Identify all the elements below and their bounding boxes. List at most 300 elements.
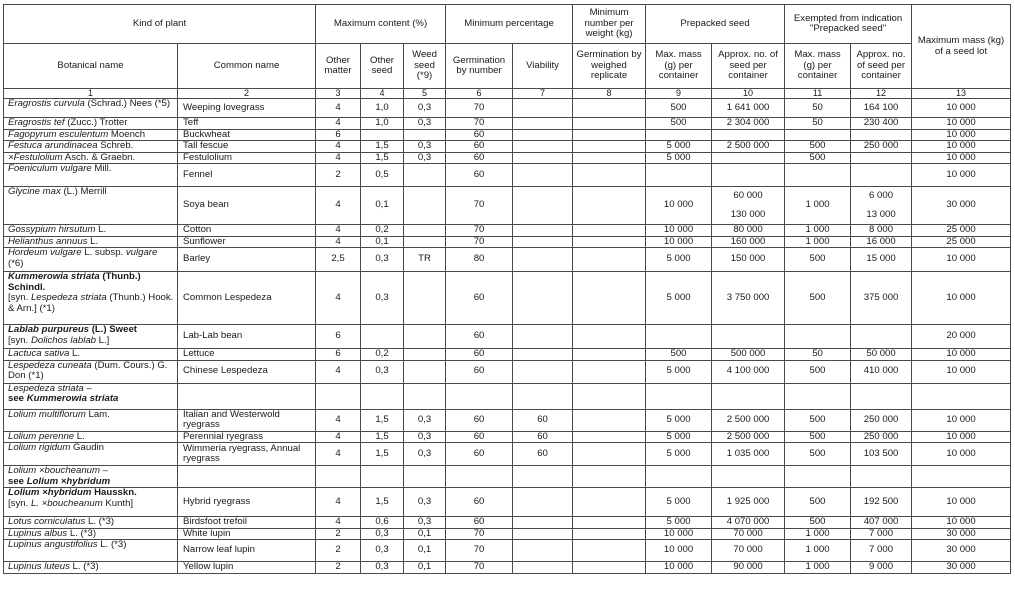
- prepacked-max-mass: 5 000: [646, 360, 712, 383]
- exempted-max-mass: 1 000: [785, 528, 851, 540]
- max-seed-lot: 20 000: [912, 325, 1011, 349]
- prepacked-max-mass: 5 000: [646, 409, 712, 431]
- botanical-name: Foeniculum vulgare Mill.: [4, 164, 178, 187]
- weed-seed: [404, 272, 446, 325]
- weed-seed: [404, 360, 446, 383]
- viability: [513, 528, 573, 540]
- other-matter: 4: [316, 236, 361, 248]
- common-name: Fennel: [178, 164, 316, 187]
- botanical-name: Helianthus annuus L.: [4, 236, 178, 248]
- other-matter: 4: [316, 141, 361, 153]
- other-matter: 4: [316, 118, 361, 130]
- exempted-max-mass: 500: [785, 409, 851, 431]
- prepacked-approx-seeds: 2 500 000: [712, 409, 785, 431]
- table-row: [4, 431, 1011, 443]
- viability: [513, 540, 573, 562]
- max-seed-lot: 10 000: [912, 164, 1011, 187]
- col-number: 10: [712, 89, 785, 99]
- botanical-name: Lolium rigidum Gaudin: [4, 443, 178, 466]
- weed-seed: 0,1: [404, 528, 446, 540]
- table-row: [4, 118, 1011, 130]
- prepacked-approx-seeds: [712, 129, 785, 141]
- botanical-name: Lablab purpureus (L.) Sweet [syn. Dolichos lablab L.]: [4, 325, 178, 349]
- other-matter: 4: [316, 488, 361, 517]
- germination-number: 70: [446, 540, 513, 562]
- prepacked-approx-seeds: [712, 152, 785, 164]
- viability: [513, 360, 573, 383]
- viability: [513, 349, 573, 361]
- prepacked-max-mass: 5 000: [646, 248, 712, 272]
- other-seed: 0,2: [361, 349, 404, 361]
- viability: [513, 164, 573, 187]
- max-seed-lot: 10 000: [912, 360, 1011, 383]
- subheader-germ-weighed: Germination by weighed replicate: [573, 44, 646, 89]
- exempted-approx-seeds: [851, 466, 912, 488]
- other-matter: 4: [316, 409, 361, 431]
- botanical-name: Eragrostis curvula (Schrad.) Nees (*5): [4, 99, 178, 118]
- prepacked-approx-seeds: 1 641 000: [712, 99, 785, 118]
- other-seed: 0,5: [361, 164, 404, 187]
- col-number: 1: [4, 89, 178, 99]
- germination-number: 60: [446, 164, 513, 187]
- viability: 60: [513, 431, 573, 443]
- germination-weighed: [573, 225, 646, 237]
- germination-weighed: [573, 118, 646, 130]
- prepacked-max-mass: 5 000: [646, 431, 712, 443]
- weed-seed: 0,3: [404, 99, 446, 118]
- other-matter: 6: [316, 129, 361, 141]
- seed-requirements-table: [3, 4, 1011, 574]
- max-seed-lot: 10 000: [912, 431, 1011, 443]
- other-seed: 0,3: [361, 528, 404, 540]
- max-seed-lot: [912, 383, 1011, 409]
- max-seed-lot: 10 000: [912, 141, 1011, 153]
- weed-seed: [404, 164, 446, 187]
- col-number: 7: [513, 89, 573, 99]
- other-seed: 0,3: [361, 540, 404, 562]
- max-seed-lot: [912, 466, 1011, 488]
- prepacked-max-mass: 500: [646, 99, 712, 118]
- botanical-name: Lupinus luteus L. (*3): [4, 562, 178, 574]
- table-row: [4, 562, 1011, 574]
- germination-weighed: [573, 325, 646, 349]
- botanical-name: Kummerowia striata (Thunb.) Schindl. [syn. Lespedeza striata (Thunb.) Hook. & Arn.] (*1): [4, 272, 178, 325]
- common-name: Buckwheat: [178, 129, 316, 141]
- botanical-name: Lactuca sativa L.: [4, 349, 178, 361]
- max-seed-lot: 10 000: [912, 248, 1011, 272]
- prepacked-max-mass: [646, 466, 712, 488]
- prepacked-max-mass: 10 000: [646, 528, 712, 540]
- other-matter: 4: [316, 431, 361, 443]
- viability: [513, 383, 573, 409]
- other-seed: 0,2: [361, 225, 404, 237]
- exempted-approx-seeds: 8 000: [851, 225, 912, 237]
- viability: [513, 517, 573, 529]
- germination-weighed: [573, 562, 646, 574]
- exempted-max-mass: 1 000: [785, 562, 851, 574]
- prepacked-approx-seeds: 70 000: [712, 528, 785, 540]
- common-name: Birdsfoot trefoil: [178, 517, 316, 529]
- subheader-common: Common name: [178, 44, 316, 89]
- col-number: 5: [404, 89, 446, 99]
- common-name: Chinese Lespedeza: [178, 360, 316, 383]
- viability: [513, 225, 573, 237]
- table-row: [4, 383, 1011, 409]
- common-name: Festulolium: [178, 152, 316, 164]
- botanical-name: Lolium ×hybridum Hausskn. [syn. L. ×boucheanum Kunth]: [4, 488, 178, 517]
- max-seed-lot: 10 000: [912, 152, 1011, 164]
- botanical-name: Lupinus angustifolius L. (*3): [4, 540, 178, 562]
- germination-weighed: [573, 466, 646, 488]
- table-row: [4, 540, 1011, 562]
- max-seed-lot: 30 000: [912, 540, 1011, 562]
- table-row: [4, 443, 1011, 466]
- max-seed-lot: 10 000: [912, 99, 1011, 118]
- prepacked-max-mass: [646, 164, 712, 187]
- other-matter: 4: [316, 272, 361, 325]
- prepacked-approx-seeds: 80 000: [712, 225, 785, 237]
- table-row: [4, 225, 1011, 237]
- header-row-1: [4, 5, 1011, 44]
- subheader-ex-approx: Approx. no. of seed per container: [851, 44, 912, 89]
- exempted-max-mass: [785, 325, 851, 349]
- max-seed-lot: 10 000: [912, 517, 1011, 529]
- weed-seed: 0,3: [404, 118, 446, 130]
- table-row: [4, 164, 1011, 187]
- other-seed: [361, 466, 404, 488]
- other-matter: [316, 383, 361, 409]
- other-seed: [361, 325, 404, 349]
- table-row: [4, 466, 1011, 488]
- other-matter: 2,5: [316, 248, 361, 272]
- weed-seed: 0,3: [404, 488, 446, 517]
- viability: [513, 236, 573, 248]
- col-number: 12: [851, 89, 912, 99]
- germination-weighed: [573, 443, 646, 466]
- germination-number: [446, 466, 513, 488]
- other-matter: 2: [316, 540, 361, 562]
- botanical-name: ×Festulolium Asch. & Graebn.: [4, 152, 178, 164]
- exempted-approx-seeds: 250 000: [851, 409, 912, 431]
- other-matter: 6: [316, 325, 361, 349]
- germination-number: 60: [446, 488, 513, 517]
- prepacked-approx-seeds: 2 500 000: [712, 141, 785, 153]
- other-seed: 0,3: [361, 272, 404, 325]
- prepacked-approx-seeds: 4 100 000: [712, 360, 785, 383]
- germination-number: 80: [446, 248, 513, 272]
- prepacked-max-mass: 10 000: [646, 540, 712, 562]
- exempted-max-mass: 500: [785, 488, 851, 517]
- germination-number: 60: [446, 443, 513, 466]
- other-seed: 1,5: [361, 443, 404, 466]
- exempted-approx-seeds: 164 100: [851, 99, 912, 118]
- weed-seed: [404, 129, 446, 141]
- prepacked-max-mass: [646, 129, 712, 141]
- botanical-name: Hordeum vulgare L. subsp. vulgare (*6): [4, 248, 178, 272]
- prepacked-approx-seeds: 3 750 000: [712, 272, 785, 325]
- subheader-botanical: Botanical name: [4, 44, 178, 89]
- germination-number: 60: [446, 272, 513, 325]
- viability: [513, 187, 573, 225]
- other-seed: 0,6: [361, 517, 404, 529]
- prepacked-max-mass: 5 000: [646, 272, 712, 325]
- other-matter: 4: [316, 99, 361, 118]
- common-name: Tall fescue: [178, 141, 316, 153]
- table-row: [4, 488, 1011, 517]
- germination-weighed: [573, 528, 646, 540]
- weed-seed: [404, 187, 446, 225]
- germination-number: 60: [446, 141, 513, 153]
- common-name: Hybrid ryegrass: [178, 488, 316, 517]
- seed-table-sheet: [3, 4, 1011, 574]
- prepacked-approx-seeds: [712, 164, 785, 187]
- header-min-percentage: Minimum percentage: [446, 5, 573, 44]
- exempted-max-mass: 50: [785, 99, 851, 118]
- other-seed: 0,3: [361, 248, 404, 272]
- exempted-approx-seeds: 410 000: [851, 360, 912, 383]
- germination-weighed: [573, 236, 646, 248]
- table-row: [4, 528, 1011, 540]
- weed-seed: [404, 383, 446, 409]
- other-seed: 1,5: [361, 488, 404, 517]
- germination-weighed: [573, 187, 646, 225]
- common-name: Teff: [178, 118, 316, 130]
- max-seed-lot: 30 000: [912, 187, 1011, 225]
- germination-weighed: [573, 383, 646, 409]
- header-kind-of-plant: Kind of plant: [4, 5, 316, 44]
- exempted-max-mass: 500: [785, 141, 851, 153]
- viability: [513, 466, 573, 488]
- exempted-approx-seeds: 15 000: [851, 248, 912, 272]
- common-name: Wimmeria ryegrass, Annual ryegrass: [178, 443, 316, 466]
- exempted-approx-seeds: 103 500: [851, 443, 912, 466]
- viability: [513, 325, 573, 349]
- table-row: [4, 152, 1011, 164]
- botanical-name: Eragrostis tef (Zucc.) Trotter: [4, 118, 178, 130]
- germination-number: 60: [446, 129, 513, 141]
- germination-weighed: [573, 540, 646, 562]
- prepacked-max-mass: 10 000: [646, 225, 712, 237]
- prepacked-approx-seeds: 1 925 000: [712, 488, 785, 517]
- weed-seed: [404, 236, 446, 248]
- table-row: [4, 187, 1011, 225]
- max-seed-lot: 10 000: [912, 129, 1011, 141]
- table-row: [4, 349, 1011, 361]
- exempted-approx-seeds: 192 500: [851, 488, 912, 517]
- germination-number: 60: [446, 409, 513, 431]
- germination-number: [446, 383, 513, 409]
- other-seed: 0,3: [361, 562, 404, 574]
- col-number: 11: [785, 89, 851, 99]
- exempted-approx-seeds: 7 000: [851, 528, 912, 540]
- exempted-max-mass: 1 000: [785, 236, 851, 248]
- table-row: [4, 248, 1011, 272]
- common-name: Weeping lovegrass: [178, 99, 316, 118]
- subheader-viability: Viability: [513, 44, 573, 89]
- exempted-max-mass: [785, 383, 851, 409]
- max-seed-lot: 30 000: [912, 528, 1011, 540]
- prepacked-approx-seeds: [712, 325, 785, 349]
- exempted-max-mass: 500: [785, 272, 851, 325]
- prepacked-approx-seeds: 2 304 000: [712, 118, 785, 130]
- other-matter: [316, 466, 361, 488]
- prepacked-max-mass: 5 000: [646, 517, 712, 529]
- other-seed: 1,5: [361, 409, 404, 431]
- germination-number: 70: [446, 118, 513, 130]
- header-min-number: Minimum number per weight (kg): [573, 5, 646, 44]
- botanical-name: Gossypium hirsutum L.: [4, 225, 178, 237]
- exempted-approx-seeds: [851, 152, 912, 164]
- botanical-name: Lolium perenne L.: [4, 431, 178, 443]
- exempted-max-mass: 500: [785, 360, 851, 383]
- prepacked-approx-seeds: 160 000: [712, 236, 785, 248]
- other-matter: 4: [316, 187, 361, 225]
- botanical-name: Lespedeza cuneata (Dum. Cours.) G. Don (*1): [4, 360, 178, 383]
- germination-weighed: [573, 431, 646, 443]
- exempted-approx-seeds: 407 000: [851, 517, 912, 529]
- table-row: [4, 409, 1011, 431]
- prepacked-max-mass: 10 000: [646, 236, 712, 248]
- col-number: 8: [573, 89, 646, 99]
- common-name: Common Lespedeza: [178, 272, 316, 325]
- table-body: [4, 99, 1011, 574]
- germination-number: 70: [446, 528, 513, 540]
- max-seed-lot: 25 000: [912, 236, 1011, 248]
- prepacked-max-mass: 5 000: [646, 488, 712, 517]
- exempted-approx-seeds: 7 000: [851, 540, 912, 562]
- viability: [513, 141, 573, 153]
- col-number: 2: [178, 89, 316, 99]
- prepacked-approx-seeds: 90 000: [712, 562, 785, 574]
- table-row: [4, 236, 1011, 248]
- viability: [513, 99, 573, 118]
- prepacked-approx-seeds: [712, 383, 785, 409]
- table-row: [4, 360, 1011, 383]
- common-name: Perennial ryegrass: [178, 431, 316, 443]
- other-matter: 6: [316, 349, 361, 361]
- prepacked-max-mass: 5 000: [646, 141, 712, 153]
- other-matter: 4: [316, 360, 361, 383]
- subheader-other-seed: Other seed: [361, 44, 404, 89]
- germination-number: 70: [446, 225, 513, 237]
- prepacked-approx-seeds: 500 000: [712, 349, 785, 361]
- germination-weighed: [573, 272, 646, 325]
- exempted-max-mass: [785, 164, 851, 187]
- common-name: Yellow lupin: [178, 562, 316, 574]
- germination-number: 70: [446, 187, 513, 225]
- exempted-approx-seeds: 230 400: [851, 118, 912, 130]
- viability: [513, 129, 573, 141]
- max-seed-lot: 10 000: [912, 443, 1011, 466]
- viability: [513, 248, 573, 272]
- exempted-max-mass: 1 000: [785, 540, 851, 562]
- exempted-approx-seeds: [851, 383, 912, 409]
- weed-seed: 0,1: [404, 540, 446, 562]
- prepacked-max-mass: 10 000: [646, 562, 712, 574]
- common-name: Narrow leaf lupin: [178, 540, 316, 562]
- prepacked-approx-seeds: 150 000: [712, 248, 785, 272]
- prepacked-max-mass: [646, 383, 712, 409]
- other-matter: 2: [316, 528, 361, 540]
- exempted-approx-seeds: 250 000: [851, 141, 912, 153]
- max-seed-lot: 10 000: [912, 272, 1011, 325]
- prepacked-max-mass: 5 000: [646, 152, 712, 164]
- exempted-max-mass: [785, 129, 851, 141]
- max-seed-lot: 10 000: [912, 488, 1011, 517]
- weed-seed: 0,3: [404, 443, 446, 466]
- max-seed-lot: 10 000: [912, 118, 1011, 130]
- botanical-name: Lupinus albus L. (*3): [4, 528, 178, 540]
- table-row: [4, 129, 1011, 141]
- germination-weighed: [573, 349, 646, 361]
- subheader-ex-max-mass: Max. mass (g) per container: [785, 44, 851, 89]
- botanical-name: Lolium multiflorum Lam.: [4, 409, 178, 431]
- exempted-max-mass: 500: [785, 248, 851, 272]
- other-matter: 4: [316, 517, 361, 529]
- botanical-name: Lotus corniculatus L. (*3): [4, 517, 178, 529]
- germination-number: 60: [446, 517, 513, 529]
- prepacked-approx-seeds: 2 500 000: [712, 431, 785, 443]
- prepacked-approx-seeds: 60 000 130 000: [712, 187, 785, 225]
- col-number: 4: [361, 89, 404, 99]
- prepacked-approx-seeds: 4 070 000: [712, 517, 785, 529]
- exempted-approx-seeds: 50 000: [851, 349, 912, 361]
- other-seed: [361, 383, 404, 409]
- botanical-name: Glycine max (L.) Merrill: [4, 187, 178, 225]
- exempted-max-mass: 500: [785, 517, 851, 529]
- exempted-approx-seeds: 9 000: [851, 562, 912, 574]
- exempted-approx-seeds: [851, 325, 912, 349]
- viability: [513, 488, 573, 517]
- weed-seed: TR: [404, 248, 446, 272]
- max-seed-lot: 30 000: [912, 562, 1011, 574]
- exempted-max-mass: 50: [785, 349, 851, 361]
- common-name: Soya bean: [178, 187, 316, 225]
- common-name: Barley: [178, 248, 316, 272]
- prepacked-approx-seeds: 1 035 000: [712, 443, 785, 466]
- exempted-approx-seeds: 375 000: [851, 272, 912, 325]
- weed-seed: [404, 349, 446, 361]
- other-matter: 4: [316, 152, 361, 164]
- common-name: Sunflower: [178, 236, 316, 248]
- prepacked-max-mass: [646, 325, 712, 349]
- other-seed: 1,5: [361, 431, 404, 443]
- table-row: [4, 517, 1011, 529]
- germination-weighed: [573, 99, 646, 118]
- viability: [513, 152, 573, 164]
- col-number: 3: [316, 89, 361, 99]
- exempted-max-mass: [785, 466, 851, 488]
- other-seed: 1,0: [361, 118, 404, 130]
- exempted-max-mass: 500: [785, 443, 851, 466]
- header-row-2: [4, 44, 1011, 89]
- exempted-approx-seeds: 250 000: [851, 431, 912, 443]
- column-number-row: [4, 89, 1011, 99]
- exempted-max-mass: 500: [785, 431, 851, 443]
- col-number: 13: [912, 89, 1011, 99]
- prepacked-max-mass: 10 000: [646, 187, 712, 225]
- table-row: [4, 325, 1011, 349]
- weed-seed: [404, 225, 446, 237]
- weed-seed: 0,3: [404, 409, 446, 431]
- max-seed-lot: 10 000: [912, 409, 1011, 431]
- germination-number: 60: [446, 325, 513, 349]
- prepacked-max-mass: 500: [646, 118, 712, 130]
- germination-weighed: [573, 360, 646, 383]
- prepacked-approx-seeds: [712, 466, 785, 488]
- header-max-content: Maximum content (%): [316, 5, 446, 44]
- germination-weighed: [573, 248, 646, 272]
